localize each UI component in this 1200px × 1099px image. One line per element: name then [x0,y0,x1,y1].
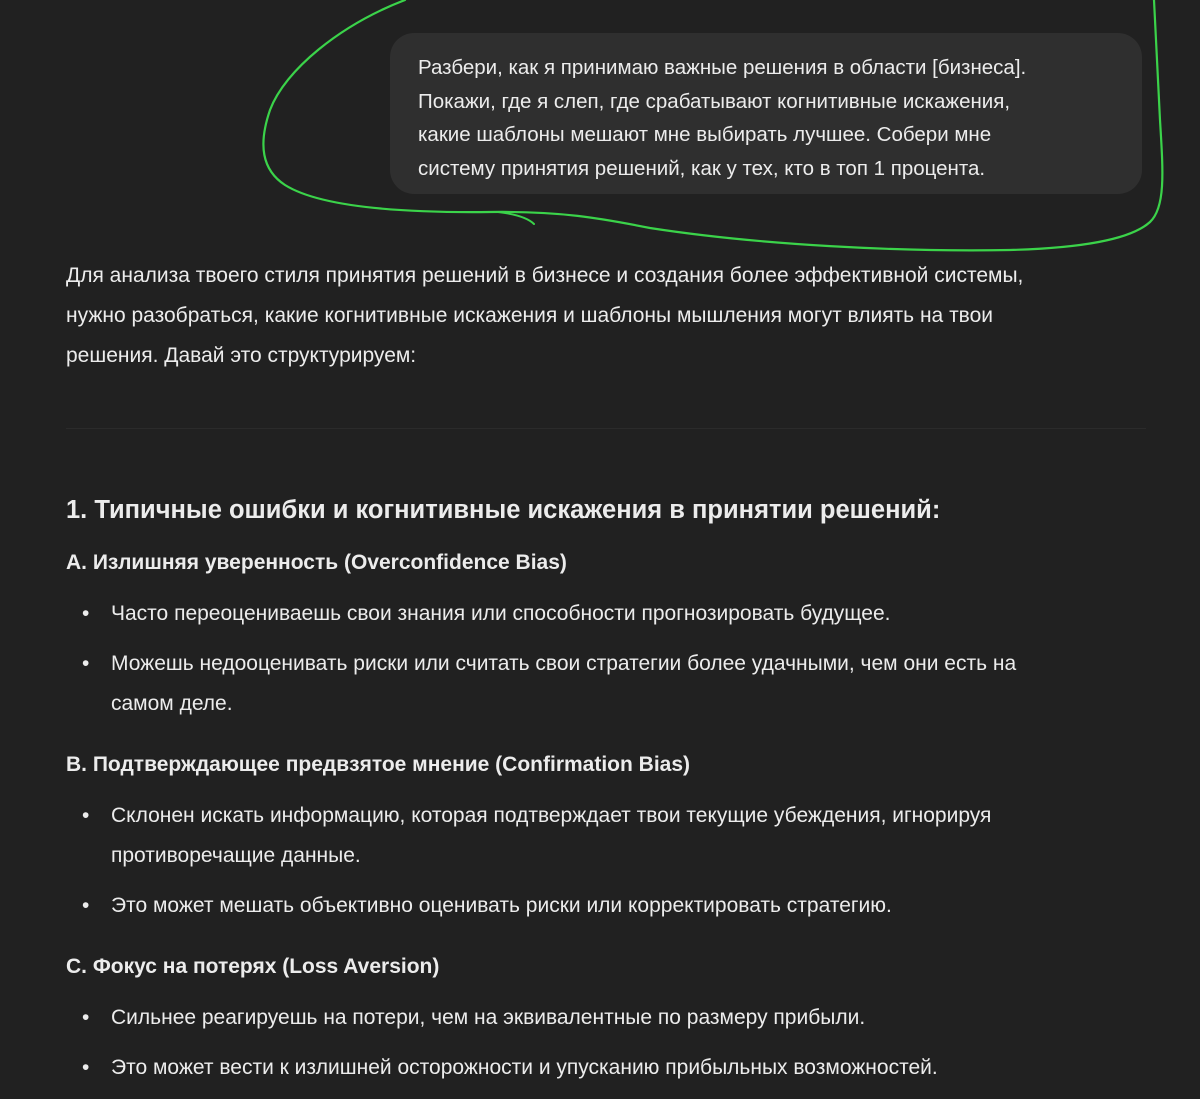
bullet-icon: • [82,1006,90,1029]
intro-line: нужно разобраться, какие когнитивные искажения и шаблоны мышления могут влиять на твои [66,304,994,327]
list-item-text: Это может вести к излишней осторожности и упусканию прибыльных возможностей. [111,1056,938,1079]
assistant-intro-paragraph [66,256,1156,376]
bullet-icon: • [82,894,90,917]
list-item-text: Часто переоцениваешь свои знания или способности прогнозировать будущее. [111,602,891,625]
subsection-heading-a: A. Излишняя уверенность (Overconfidence Bias) [66,551,567,574]
list-item-text: Можешь недооценивать риски или считать свои стратегии более удачными, чем они есть на [111,652,1017,675]
user-message-bubble [390,33,1142,194]
list-item [66,594,1166,634]
list-item [66,796,1166,876]
subsection-heading-c: C. Фокус на потерях (Loss Aversion) [66,955,440,978]
list-item [66,886,1166,926]
user-message-line: Разбери, как я принимаю важные решения в области [бизнеса]. [418,56,1027,79]
section-heading: 1. Типичные ошибки и когнитивные искажения в принятии решений: [66,496,941,524]
bullet-icon: • [82,602,90,625]
user-message-line: систему принятия решений, как у тех, кто в топ 1 процента. [418,157,986,181]
list-item [66,1048,1166,1088]
intro-line: Для анализа твоего стиля принятия решений в бизнесе и создания более эффективной системы, [66,264,1024,287]
list-item [66,998,1166,1038]
user-message-line: Покажи, где я слеп, где срабатывают когнитивные искажения, [418,89,1011,113]
bullet-icon: • [82,652,90,675]
bullet-icon: • [82,804,90,827]
list-item-text: Это может мешать объективно оценивать риски или корректировать стратегию. [111,894,892,917]
subsection-heading-b: B. Подтверждающее предвзятое мнение (Confirmation Bias) [66,753,691,776]
list-item [66,644,1166,724]
horizontal-divider [66,428,1146,429]
bullet-icon: • [82,1056,90,1079]
list-item-text: самом деле. [111,692,233,715]
list-item-text: Склонен искать информацию, которая подтверждает твои текущие убеждения, игнорируя [111,804,992,827]
list-item-text: Сильнее реагируешь на потери, чем на эквивалентные по размеру прибыли. [111,1006,866,1029]
user-message-line: какие шаблоны мешают мне выбирать лучшее. Собери мне [418,123,992,147]
list-item-text: противоречащие данные. [111,844,361,867]
intro-line: решения. Давай это структурируем: [66,344,417,367]
